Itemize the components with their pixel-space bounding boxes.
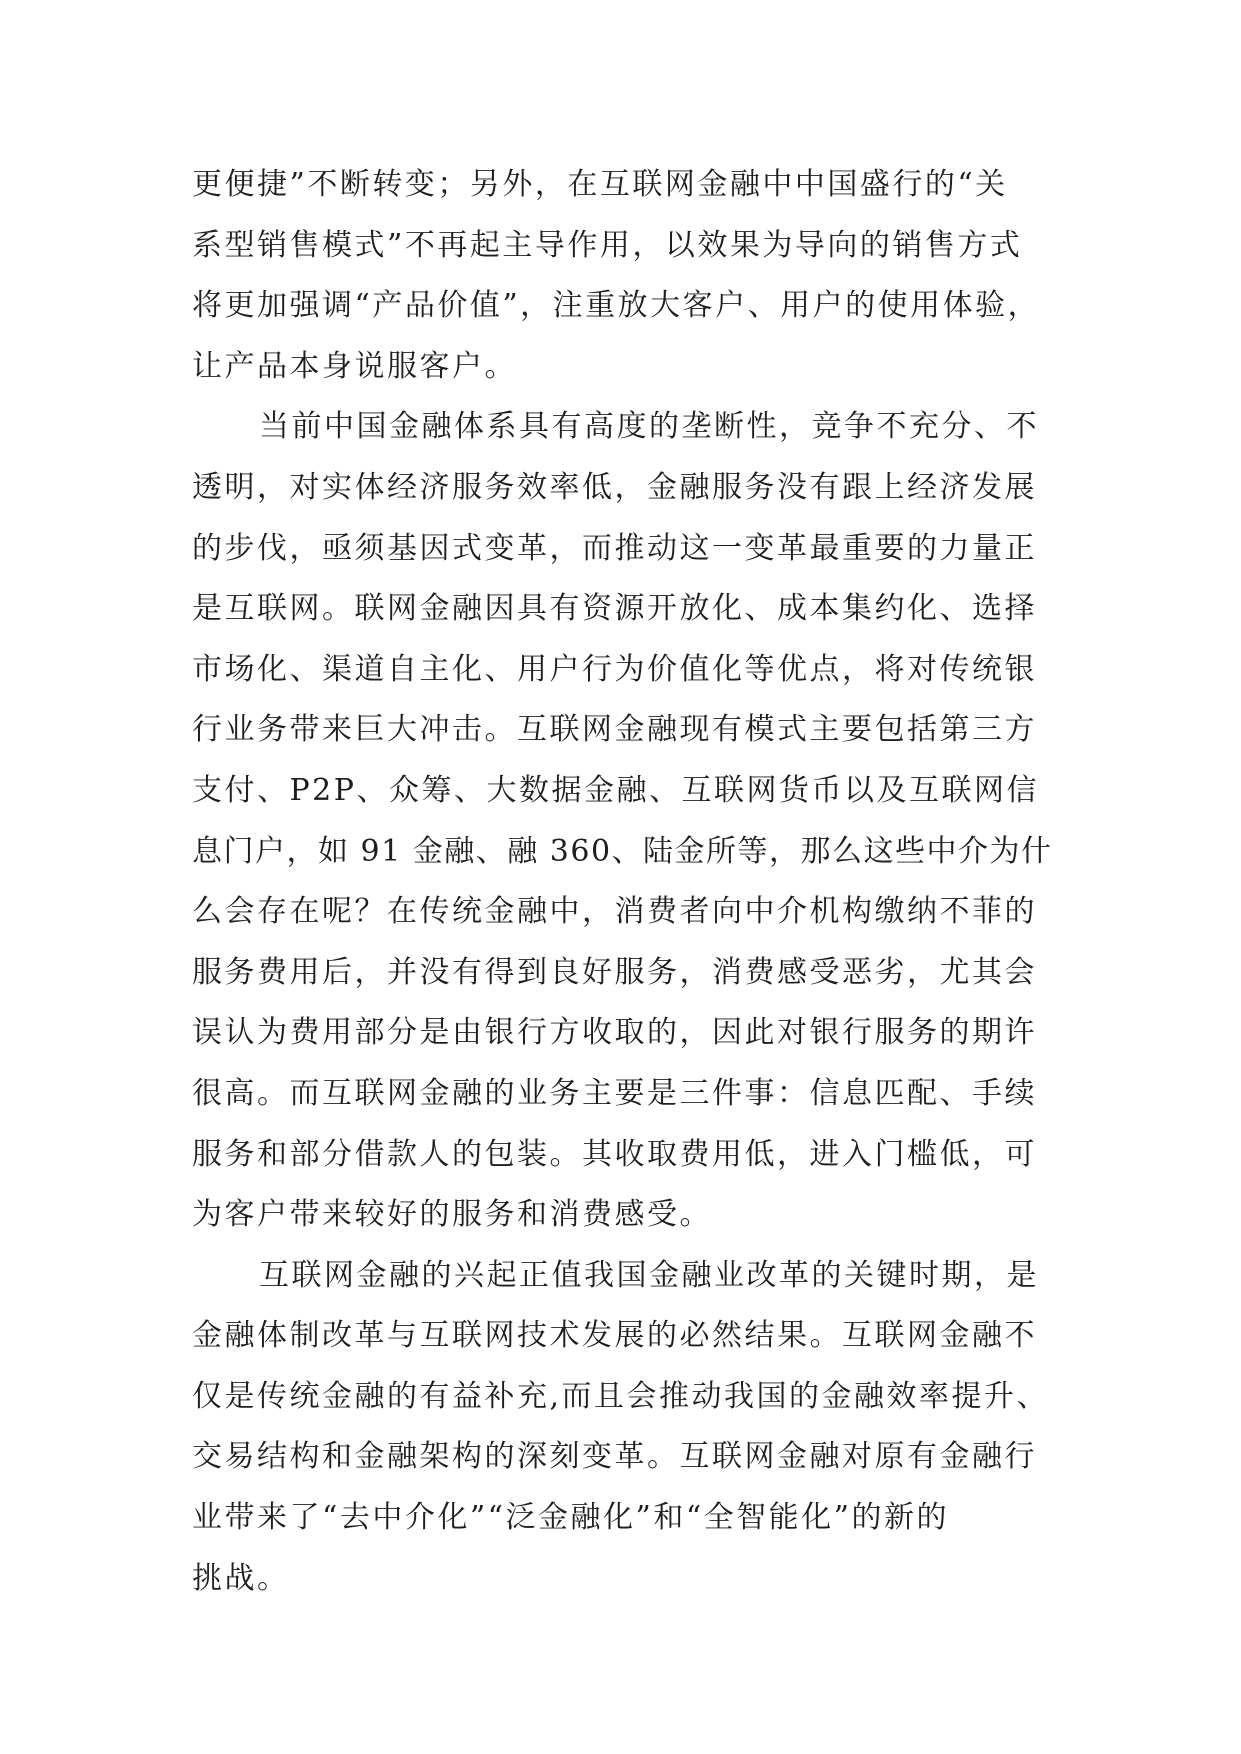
text-line: 么会存在呢？在传统金融中，消费者向中介机构缴纳不菲的 (192, 894, 1037, 930)
text-line: 仅是传统金融的有益补充,而且会推动我国的金融效率提升、 (192, 1378, 1050, 1414)
text-line: 行业务带来巨大冲击。互联网金融现有模式主要包括第三方 (192, 712, 1037, 748)
text-line: 为客户带来较好的服务和消费感受。 (192, 1197, 712, 1233)
text-line: 是互联网。联网金融因具有资源开放化、成本集约化、选择 (192, 591, 1037, 627)
text-line: 业带来了“去中介化”“泛金融化”和“全智能化”的新的 (192, 1500, 950, 1536)
text-line: 支付、P2P、众筹、大数据金融、互联网货币以及互联网信 (192, 772, 1039, 808)
text-line: 系型销售模式”不再起主导作用，以效果为导向的销售方式 (192, 227, 1023, 263)
text-line: 误认为费用部分是由银行方收取的，因此对银行服务的期许 (192, 1015, 1037, 1051)
text-line: 服务费用后，并没有得到良好服务，消费感受恶劣，尤其会 (192, 954, 1037, 990)
text-line: 市场化、渠道自主化、用户行为价值化等优点，将对传统银 (192, 651, 1037, 687)
text-line: 息门户，如 91 金融、融 360、陆金所等，那么这些中介为什 (192, 833, 1053, 869)
text-line: 让产品本身说服客户。 (192, 348, 517, 384)
paragraph-first-line: 互联网金融的兴起正值我国金融业改革的关键时期，是 (259, 1257, 1039, 1293)
text-line: 金融体制改革与互联网技术发展的必然结果。互联网金融不 (192, 1318, 1037, 1354)
text-line: 挑战。 (192, 1560, 290, 1596)
text-line: 很高。而互联网金融的业务主要是三件事：信息匹配、手续 (192, 1075, 1037, 1111)
body-text (192, 155, 1057, 1609)
text-line: 将更加强调“产品价值”，注重放大客户、用户的使用体验， (192, 288, 1041, 324)
paragraph-first-line: 当前中国金融体系具有高度的垄断性，竞争不充分、不 (259, 409, 1039, 445)
text-line: 交易结构和金融架构的深刻变革。互联网金融对原有金融行 (192, 1439, 1037, 1475)
text-line: 的步伐，亟须基因式变革，而推动这一变革最重要的力量正 (192, 530, 1037, 566)
text-line: 透明，对实体经济服务效率低，金融服务没有跟上经济发展 (192, 469, 1037, 505)
text-line: 更便捷”不断转变；另外，在互联网金融中中国盛行的“关 (192, 167, 1008, 202)
text-line: 服务和部分借款人的包装。其收取费用低，进入门槛低，可 (192, 1136, 1037, 1172)
